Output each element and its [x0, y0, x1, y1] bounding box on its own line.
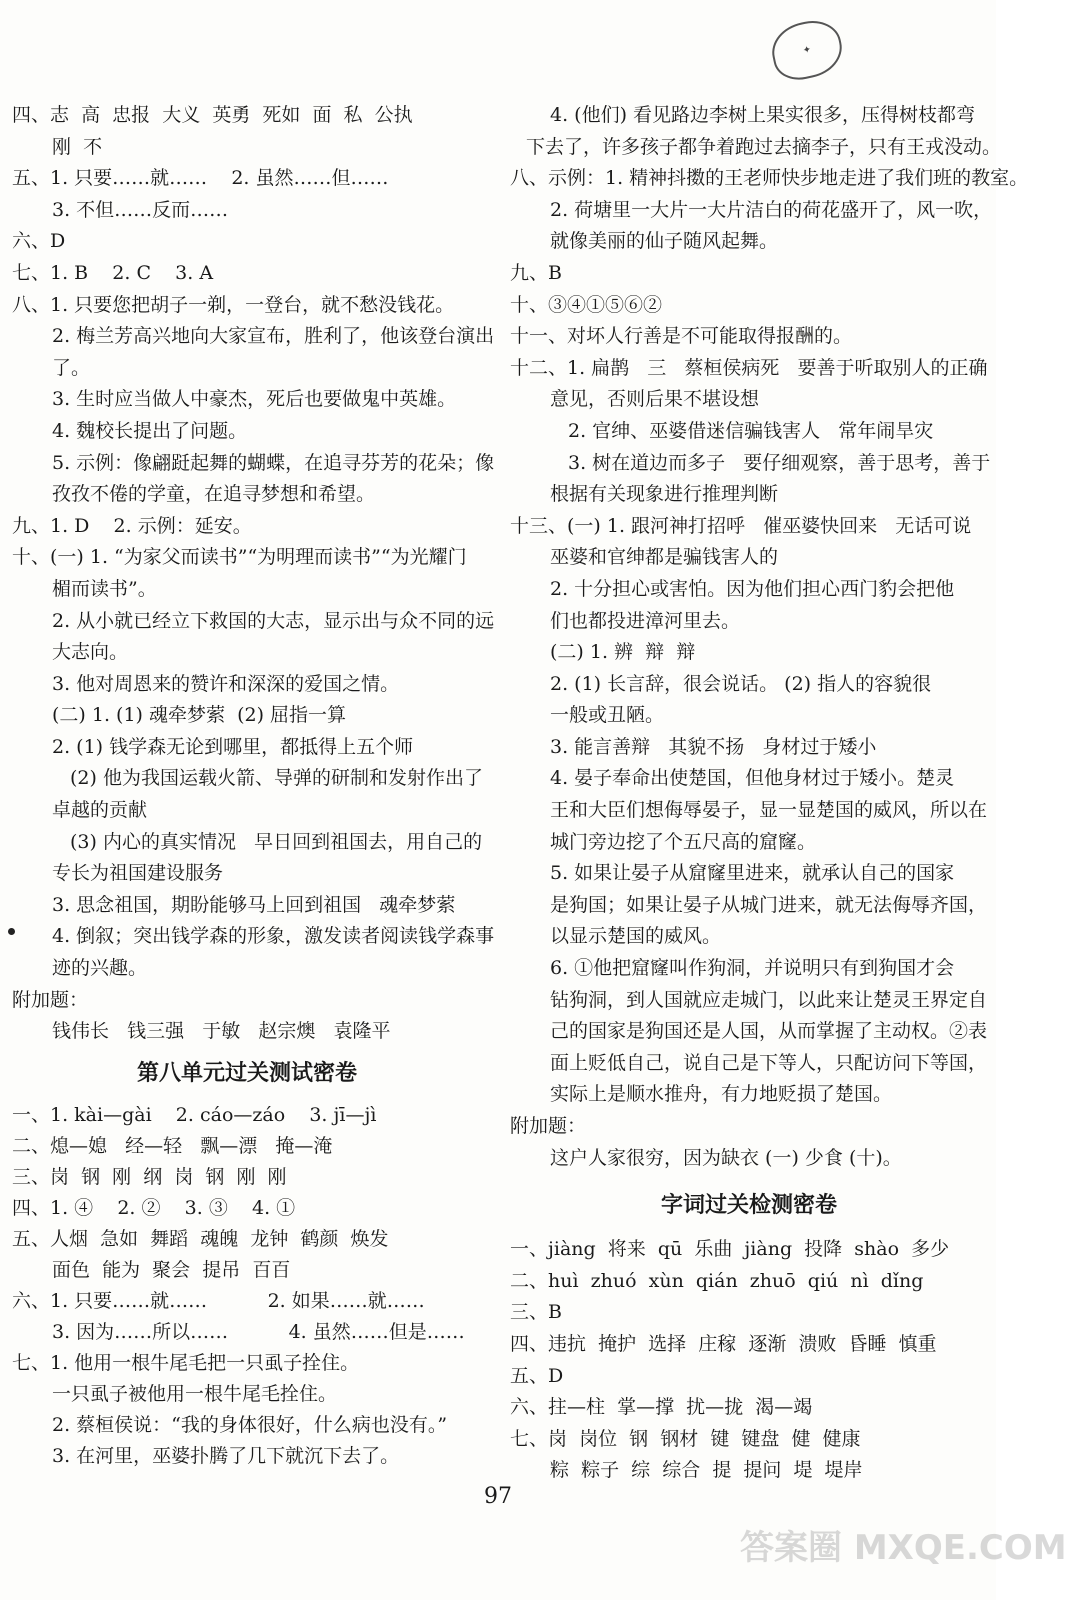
text-line: 专长为祖国建设服务: [52, 862, 224, 885]
text-line: 卓越的贡献: [52, 799, 148, 822]
page-number: 97: [484, 1484, 512, 1509]
text-line: 九、B: [510, 261, 562, 284]
text-line: 一、1. kài—gài 2. cáo—záo 3. jī—jì: [12, 1103, 377, 1126]
text-line: 十一、对坏人行善是不可能取得报酬的。: [510, 325, 853, 348]
text-line: 2. (1) 钱学森无论到哪里，都抵得上五个师: [52, 735, 414, 758]
text-line: 钱伟长 钱三强 于敏 赵宗燠 袁隆平: [52, 1020, 391, 1043]
text-line: 六、1. 只要……就…… 2. 如果……就……: [12, 1289, 425, 1312]
bullet-mark: [8, 928, 15, 935]
text-line: 城门旁边挖了个五尺高的窟窿。: [550, 830, 817, 853]
text-line: 是狗国；如果让晏子从城门进来，就无法侮辱齐国，: [550, 893, 988, 916]
text-line: 2. 从小就已经立下救国的大志，显示出与众不同的远: [52, 609, 495, 632]
text-line: 4. (他们) 看见路边李树上果实很多，压得树枝都弯: [550, 104, 976, 126]
text-line: (二) 1. 辨 辩 辩: [550, 641, 696, 664]
text-line: 十、③④①⑤⑥②: [510, 293, 663, 316]
text-line: 5. 示例：像翩跹起舞的蝴蝶，在追寻芬芳的花朵；像: [52, 451, 495, 474]
text-line: 一、jiàng 将来 qū 乐曲 jiàng 投降 shào 多少: [510, 1238, 950, 1261]
text-line: 八、示例：1. 精神抖擞的王老师快步地走进了我们班的教室。: [510, 167, 1029, 190]
right-column: [510, 100, 1029, 1487]
text-line: 实际上是顺水推舟，有力地贬损了楚国。: [550, 1083, 893, 1106]
text-line: 2. (1) 长言辞，很会说话。 (2) 指人的容貌很: [550, 672, 932, 695]
text-line: 以显示楚国的威风。: [550, 925, 722, 948]
text-line: 孜孜不倦的学童，在追寻梦想和希望。: [52, 483, 376, 506]
text-line: 五、D: [510, 1364, 564, 1387]
text-line: 大志向。: [52, 641, 129, 664]
text-line: 了。: [52, 356, 91, 379]
text-line: 二、huì zhuó xùn qián zhuō qiú nì dǐng: [510, 1269, 924, 1292]
text-line: 2. 荷塘里一大片一大片洁白的荷花盛开了，风一吹，: [550, 198, 993, 221]
text-line: 七、1. 他用一根牛尾毛把一只虱子拴住。: [12, 1351, 360, 1374]
section-title: 字词过关检测密卷: [660, 1193, 837, 1219]
text-line: 迹的兴趣。: [52, 957, 148, 980]
text-line: 2. 官绅、巫婆借迷信骗钱害人 常年闹旱灾: [568, 419, 934, 442]
text-line: 钻狗洞，到人国就应走城门，以此来让楚灵王界定自: [550, 988, 988, 1011]
text-line: 三、B: [510, 1301, 562, 1324]
text-line: 六、拄—柱 掌—撑 扰—拢 渴—竭: [510, 1396, 813, 1419]
text-line: (3) 内心的真实情况 早日回到祖国去，用自己的: [70, 830, 483, 853]
text-line: 3. 在河里，巫婆扑腾了几下就沉下去了。: [52, 1444, 400, 1467]
text-line: 七、1. B 2. C 3. A: [12, 261, 214, 284]
text-line: 刚 不: [52, 135, 103, 158]
text-line: 七、岗 岗位 钢 钢材 键 键盘 健 健康: [510, 1427, 861, 1450]
text-line: 十三、(一) 1. 跟河神打招呼 催巫婆快回来 无话可说: [510, 514, 972, 537]
text-line: 3. 树在道边而多子 要仔细观察，善于思考，善于: [568, 451, 991, 474]
text-line: 八、1. 只要您把胡子一剃，一登台，就不愁没钱花。: [12, 293, 455, 316]
text-line: 四、违抗 掩护 选择 庄稼 逐渐 溃败 昏睡 慎重: [510, 1332, 937, 1355]
text-line: (2) 他为我国运载火箭、导弹的研制和发射作出了: [70, 767, 483, 790]
text-line: 五、人烟 急如 舞蹈 魂魄 龙钟 鹤颜 焕发: [12, 1227, 389, 1250]
text-line: 己的国家是狗国还是人国，从而掌握了主动权。②表: [550, 1020, 988, 1043]
text-line: 王和大臣们想侮辱晏子，显一显楚国的威风，所以在: [550, 799, 988, 822]
text-line: 楣而读书”。: [52, 577, 157, 600]
text-line: 4. 倒叙；突出钱学森的形象，激发读者阅读钱学森事: [52, 925, 495, 948]
text-line: 们也都投进漳河里去。: [550, 609, 741, 632]
text-line: 面色 能为 聚会 提吊 百百: [52, 1258, 291, 1281]
text-line: 三、岗 钢 刚 纲 岗 钢 刚 刚: [12, 1165, 287, 1188]
text-line: 四、志 高 忠报 大义 英勇 死如 面 私 公执: [12, 104, 413, 126]
text-line: 2. 蔡桓侯说：“我的身体很好，什么病也没有。”: [52, 1413, 448, 1436]
text-line: 3. 能言善辩 其貌不扬 身材过于矮小: [550, 735, 877, 758]
text-line: 九、1. D 2. 示例：延安。: [12, 514, 252, 537]
text-line: 4. 晏子奉命出使楚国，但他身材过于矮小。楚灵: [550, 767, 955, 790]
text-line: 4. 魏校长提出了问题。: [52, 419, 248, 442]
text-line: (二) 1. (1) 魂牵梦萦 (2) 屈指一算: [52, 704, 347, 727]
text-line: 意见，否则后果不堪设想: [550, 388, 760, 411]
text-line: 十、(一) 1. “为家父而读书”“为明理而读书”“为光耀门: [12, 546, 467, 569]
text-line: 二、熄—媳 经—轻 飘—漂 掩—淹: [12, 1134, 333, 1157]
text-line: 3. 因为……所以…… 4. 虽然……但是……: [52, 1320, 465, 1343]
text-line: 四、1. ④ 2. ② 3. ③ 4. ①: [12, 1196, 296, 1219]
text-line: 附加题：: [510, 1115, 587, 1137]
text-line: 面上贬低自己，说自己是下等人，只配访问下等国，: [550, 1051, 988, 1074]
text-line: 五、1. 只要……就…… 2. 虽然……但……: [12, 167, 389, 190]
text-line: 3. 生时应当做人中豪杰，死后也要做鬼中英雄。: [52, 388, 457, 411]
left-column: [12, 100, 495, 1472]
text-line: 2. 梅兰芳高兴地向大家宣布，胜利了，他该登台演出: [52, 325, 495, 348]
text-line: 一般或丑陋。: [550, 704, 665, 727]
text-line: 粽 粽子 综 综合 提 提问 堤 堤岸: [550, 1459, 863, 1482]
text-line: 3. 不但……反而……: [52, 198, 229, 221]
text-line: 5. 如果让晏子从窟窿里进来，就承认自己的国家: [550, 862, 955, 885]
text-line: 这户人家很穷，因为缺衣 (一) 少食 (十)。: [550, 1146, 902, 1169]
watermark: 答案圈 MXQE.COM: [740, 1528, 1067, 1568]
text-line: 6. ①他把窟窿叫作狗洞，并说明只有到狗国才会: [550, 957, 955, 980]
text-line: 附加题：: [12, 988, 89, 1011]
text-line: 根据有关现象进行推理判断: [550, 483, 779, 506]
text-line: 十二、1. 扁鹊 三 蔡桓侯病死 要善于听取别人的正确: [510, 356, 988, 379]
text-line: 3. 他对周恩来的赞许和深深的爱国之情。: [52, 672, 400, 695]
text-line: 六、D: [12, 230, 66, 253]
text-line: 下去了，许多孩子都争着跑过去摘李子，只有王戎没动。: [526, 135, 1002, 158]
text-line: 一只虱子被他用一根牛尾毛拴住。: [52, 1382, 338, 1405]
text-line: 就像美丽的仙子随风起舞。: [550, 230, 779, 253]
section-title: 第八单元过关测试密卷: [136, 1060, 357, 1086]
text-line: 2. 十分担心或害怕。因为他们担心西门豹会把他: [550, 577, 955, 600]
stamp-mark: ✦: [767, 15, 847, 84]
text-line: 3. 思念祖国，期盼能够马上回到祖国 魂牵梦萦: [52, 893, 456, 916]
text-line: 巫婆和官绅都是骗钱害人的: [550, 546, 779, 569]
